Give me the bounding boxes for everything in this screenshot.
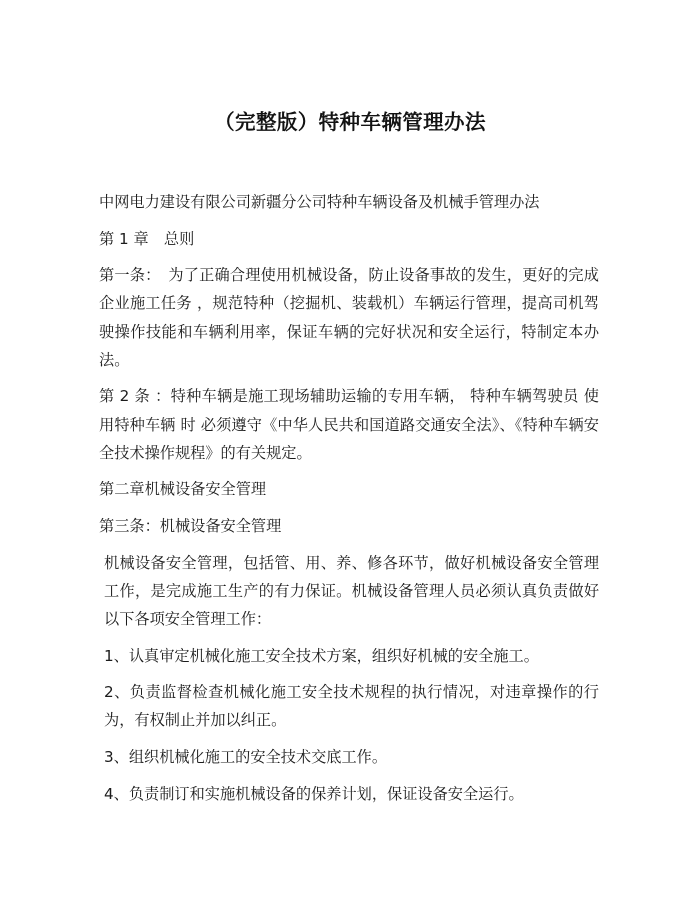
paragraph-chapter-1: 第 1 章 总则 bbox=[99, 229, 195, 248]
paragraph-chapter-2: 第二章机械设备安全管理 bbox=[99, 480, 267, 499]
paragraph-article-3: 第三条：机械设备安全管理 bbox=[99, 516, 282, 535]
list-item-2: 2、负责监督检查机械化施工安全技术规程的执行情况，对违章操作的行为，有权制止并加以纠正。 bbox=[104, 683, 599, 730]
paragraph-article-1: 第一条： 为了正确合理使用机械设备，防止设备事故的发生，更好的完成企业施工任务 ，规范特种（挖掘机、装载机）车辆运行管理，提高司机驾驶操作技能和车辆利用率，保证车辆的完好状况和安全运行，特制定本办法。 bbox=[99, 266, 599, 369]
list-item-3: 3、组织机械化施工的安全技术交底工作。 bbox=[104, 747, 388, 766]
document-body bbox=[99, 188, 599, 816]
paragraph-article-2: 第 2 条 ：特种车辆是施工现场辅助运输的专用车辆， 特种车辆驾驶员 使用特种车辆 时 必须遵守《中华人民共和国道路交通安全法》、《特种车辆安全技术操作规程》的有关规定。 bbox=[99, 387, 599, 462]
list-item-1: 1、认真审定机械化施工安全技术方案，组织好机械的安全施工。 bbox=[104, 646, 539, 665]
paragraph-org-heading: 中网电力建设有限公司新疆分公司特种车辆设备及机械手管理办法 bbox=[99, 193, 540, 211]
paragraph-article-3-body: 机械设备安全管理，包括管、用、养、修各环节，做好机械设备安全管理工作，是完成施工生产的有力保证。机械设备管理人员必须认真负责做好以下各项安全管理工作： bbox=[104, 553, 599, 628]
page-title: （完整版）特种车辆管理办法 bbox=[214, 110, 486, 134]
list-item-4: 4、负责制订和实施机械设备的保养计划，保证设备安全运行。 bbox=[104, 784, 524, 803]
